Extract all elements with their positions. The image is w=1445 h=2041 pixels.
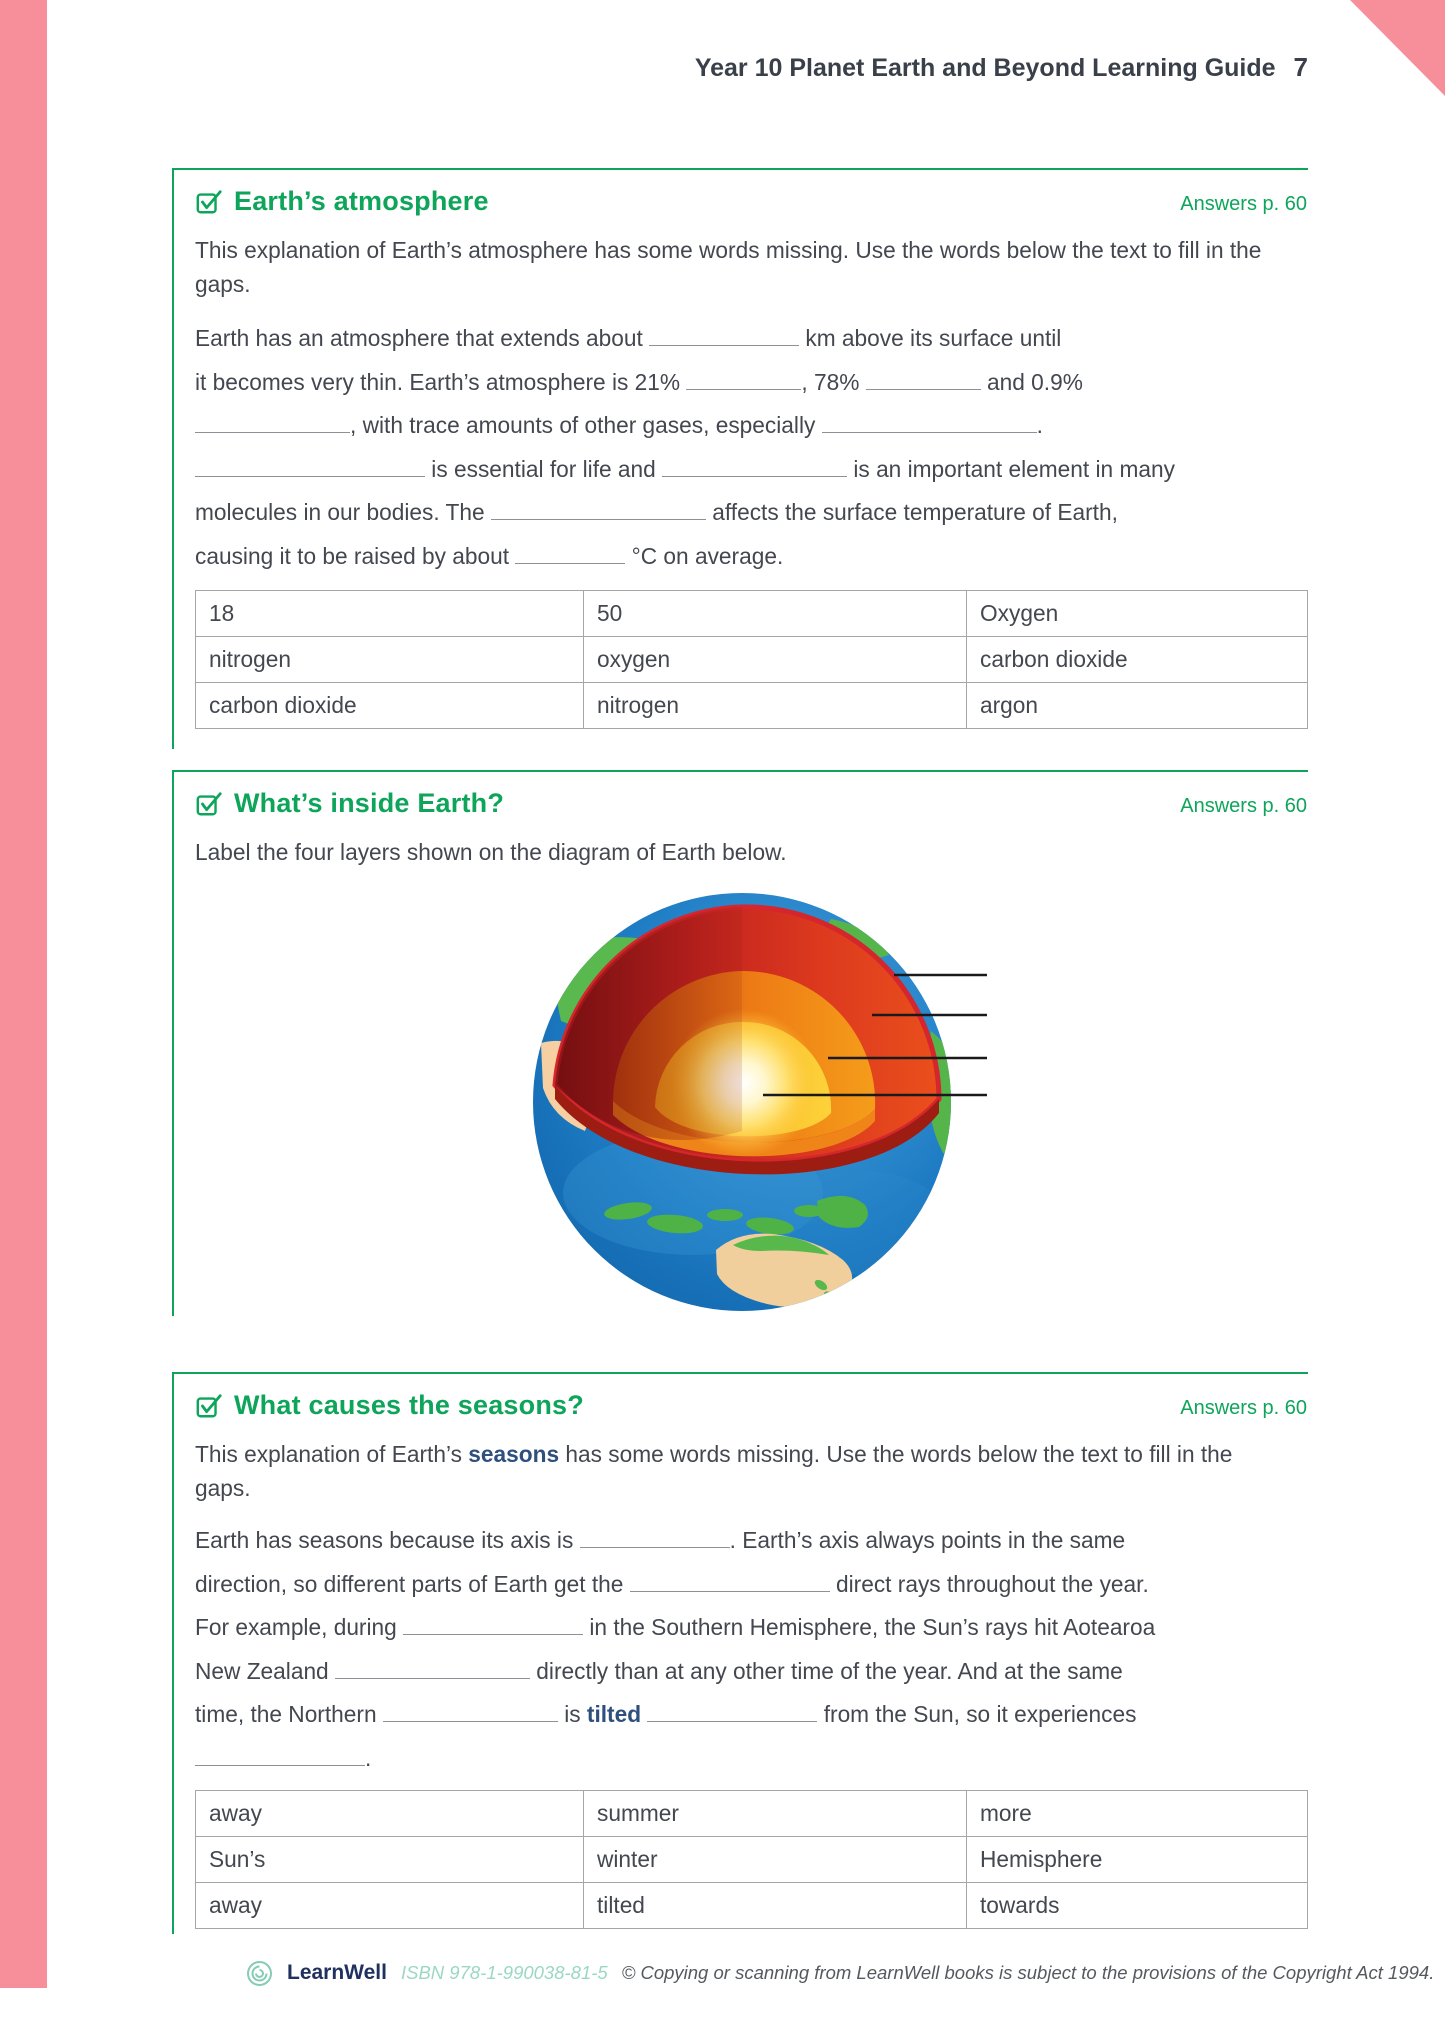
learnwell-logo-icon (246, 1960, 273, 1987)
cloze-text-segment: molecules in our bodies. The (195, 499, 491, 526)
cloze-text-segment: , 78% (801, 368, 866, 395)
answer-blank (630, 1570, 830, 1592)
answer-blank (822, 412, 1037, 434)
cloze-text-segment: directly than at any other time of the year. And at the same (529, 1657, 1123, 1684)
section-earths-atmosphere (172, 168, 1308, 749)
word-bank-row (196, 591, 1308, 637)
word-bank-cell: 50 (584, 591, 967, 637)
cloze-line (195, 1693, 1308, 1737)
answer-blank (649, 325, 799, 347)
word-bank-cell: nitrogen (196, 637, 584, 683)
word-bank-cell: summer (584, 1791, 967, 1837)
word-bank-row (196, 637, 1308, 683)
answer-blank (662, 455, 847, 477)
answer-blank (403, 1614, 583, 1636)
earth-cutaway-diagram (533, 893, 993, 1313)
section-whats-inside-earth (172, 770, 1308, 1316)
word-bank-cell: towards (967, 1883, 1308, 1929)
answer-blank (686, 368, 801, 390)
answer-blank (491, 499, 706, 521)
word-bank-table (195, 590, 1308, 729)
cloze-text-segment: Earth has an atmosphere that extends about (195, 325, 650, 352)
word-bank-table (195, 1790, 1308, 1929)
word-bank-row (196, 683, 1308, 729)
answer-blank (383, 1701, 558, 1723)
page-footer (246, 1958, 1434, 1988)
cloze-text-segment: . (1036, 412, 1043, 439)
cloze-text-segment: direction, so different parts of Earth get the (195, 1570, 630, 1597)
cloze-line (195, 1606, 1308, 1650)
corner-accent-triangle (1350, 0, 1445, 96)
section-title: What causes the seasons? (234, 1390, 584, 1420)
section-intro (195, 835, 1291, 869)
cloze-line (195, 1737, 1308, 1781)
word-bank-row (196, 1791, 1308, 1837)
word-bank-cell: more (967, 1791, 1308, 1837)
cloze-text-segment: . (365, 1744, 372, 1771)
cloze-line (195, 1650, 1308, 1694)
page-number: 7 (1293, 52, 1308, 82)
word-bank-cell: nitrogen (584, 683, 967, 729)
checkbox-icon (195, 790, 223, 818)
intro-text: Label the four layers shown on the diagram of Earth below. (195, 839, 787, 865)
cloze-line (195, 491, 1308, 535)
intro-text: This explanation of Earth’s atmosphere has some words missing. Use the words below the text to fill in the gaps. (195, 237, 1262, 298)
answer-blank (195, 412, 350, 434)
keyword-bold: tilted (586, 1701, 642, 1728)
section-intro (195, 1437, 1291, 1505)
answer-blank (195, 1744, 365, 1766)
cloze-text (195, 1519, 1308, 1780)
cloze-text-segment: is (557, 1701, 587, 1728)
cloze-text-segment: time, the Northern (195, 1701, 383, 1728)
page-header (695, 52, 1308, 83)
intro-text: has some words missing. Use the words below the text to fill in the gaps. (195, 1441, 1233, 1502)
cloze-text-segment: causing it to be raised by about (195, 542, 516, 569)
cloze-text-segment: . Earth’s axis always points in the same (729, 1527, 1126, 1554)
answer-blank (195, 455, 425, 477)
section-title: Earth’s atmosphere (234, 186, 489, 216)
word-bank-cell: Hemisphere (967, 1837, 1308, 1883)
left-accent-bar (0, 0, 47, 1988)
answer-blank (335, 1657, 530, 1679)
cloze-text-segment: km above its surface until (799, 325, 1062, 352)
cloze-text-segment: direct rays throughout the year. (829, 1570, 1149, 1597)
section-title: What’s inside Earth? (234, 788, 505, 818)
word-bank-cell: away (196, 1791, 584, 1837)
keyword-bold: seasons (468, 1441, 560, 1467)
cloze-text (195, 317, 1308, 578)
cloze-text-segment: °C on average. (625, 542, 784, 569)
cloze-line (195, 1519, 1308, 1563)
word-bank-row (196, 1883, 1308, 1929)
section-header (195, 1390, 1308, 1421)
learnwell-wordmark: LearnWell (287, 1961, 387, 1984)
guide-title: Year 10 Planet Earth and Beyond Learning Guide (694, 54, 1276, 82)
cloze-line (195, 317, 1308, 361)
answers-reference: Answers p. 60 (1180, 193, 1307, 215)
word-bank-cell: Oxygen (967, 591, 1308, 637)
cloze-text-segment: affects the surface temperature of Earth, (705, 499, 1118, 526)
cloze-line (195, 448, 1308, 492)
word-bank-cell: winter (584, 1837, 967, 1883)
word-bank-cell: Sun’s (196, 1837, 584, 1883)
cloze-text-segment: and 0.9% (980, 368, 1083, 395)
cloze-line (195, 535, 1308, 579)
cloze-text-segment: it becomes very thin. Earth’s atmosphere is 21% (195, 368, 687, 395)
answers-reference: Answers p. 60 (1180, 795, 1307, 817)
word-bank-cell: away (196, 1883, 584, 1929)
word-bank-cell: carbon dioxide (196, 683, 584, 729)
cloze-line (195, 404, 1308, 448)
section-header (195, 788, 1308, 819)
isbn-text: ISBN 978-1-990038-81-5 (400, 1962, 608, 1983)
cloze-text-segment: For example, during (195, 1614, 404, 1641)
answer-blank (866, 368, 981, 390)
answer-blank (580, 1527, 730, 1549)
checkbox-icon (195, 1392, 223, 1420)
answers-reference: Answers p. 60 (1180, 1397, 1307, 1419)
section-header (195, 186, 1308, 217)
word-bank-cell: oxygen (584, 637, 967, 683)
intro-text: This explanation of Earth’s (195, 1441, 469, 1467)
checkbox-icon (195, 188, 223, 216)
cloze-text-segment: Earth has seasons because its axis is (195, 1527, 580, 1554)
word-bank-cell: 18 (196, 591, 584, 637)
answer-blank (515, 542, 625, 564)
word-bank-row (196, 1837, 1308, 1883)
word-bank-cell: argon (967, 683, 1308, 729)
cloze-text-segment: New Zealand (195, 1657, 335, 1684)
cloze-text-segment: in the Southern Hemisphere, the Sun’s rays hit Aotearoa (583, 1614, 1156, 1641)
section-what-causes-seasons (172, 1372, 1308, 1934)
cloze-text-segment: is an important element in many (847, 455, 1175, 482)
copyright-text: © Copying or scanning from LearnWell books is subject to the provisions of the Copyright Act 1994. (621, 1962, 1435, 1983)
cloze-text-segment: , with trace amounts of other gases, especially (350, 412, 822, 439)
word-bank-cell: carbon dioxide (967, 637, 1308, 683)
cloze-text-segment: is essential for life and (425, 455, 663, 482)
cloze-text-segment: from the Sun, so it experiences (817, 1701, 1137, 1728)
section-intro (195, 233, 1291, 301)
cloze-line (195, 1563, 1308, 1607)
word-bank-cell: tilted (584, 1883, 967, 1929)
cloze-line (195, 361, 1308, 405)
answer-blank (647, 1701, 817, 1723)
